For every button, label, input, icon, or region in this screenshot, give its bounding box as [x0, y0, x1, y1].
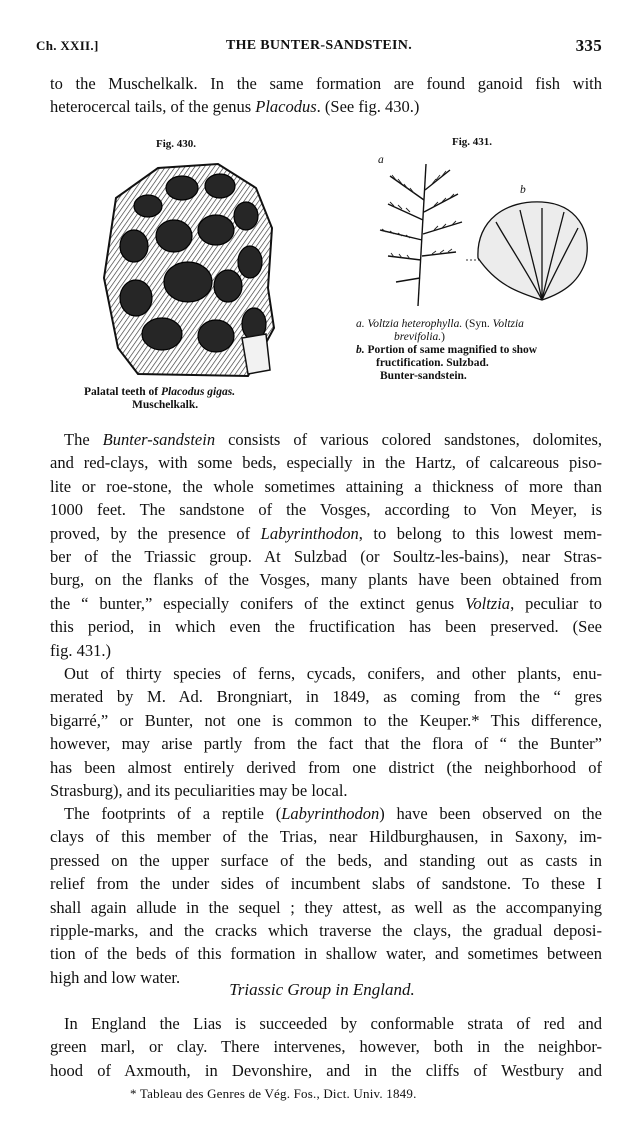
text-line: lite or roe-stone, the whole sometimes attaining a thickness of more than: [50, 476, 602, 496]
text-line: ber of the Triassic group. At Sulzbad (or Soultz-les-bains), near Stras-: [50, 547, 602, 567]
text-line: The footprints of a reptile (Labyrinthodon) have been observed on the: [64, 804, 602, 823]
text-line: merated by M. Ad. Brongniart, in 1849, as coming from the “ gres: [50, 687, 602, 707]
text-line: The Bunter-sandstein consists of various colored sandstones, dolomites,: [64, 430, 602, 449]
text-line: this period, in which even the fructification has been preserved. (See: [50, 617, 602, 637]
paragraph-footprints: [50, 802, 602, 989]
fig431-mark-a: a: [378, 154, 384, 166]
fig431-caption: [356, 318, 606, 383]
caption-line: Palatal teeth of Placodus gigas.: [84, 386, 236, 398]
text-line: the “ bunter,” especially conifers of the extinct genus Voltzia, peculiar to: [50, 593, 602, 613]
text-line: shall again allude in the sequel ; they attest, as well as the accompanying: [50, 897, 602, 917]
text-line: bigarré,” or Bunter, not one is common to the Keuper.* This difference,: [50, 710, 602, 730]
caption-line: brevifolia.): [394, 331, 446, 343]
running-title: THE BUNTER-SANDSTEIN.: [225, 38, 412, 53]
caption-line: a. Voltzia heterophylla. (Syn. Voltzia: [356, 318, 524, 330]
caption-line: Muschelkalk.: [132, 399, 199, 411]
text-line: to the Muschelkalk. In the same formation are found ganoid fish with: [50, 74, 602, 93]
text-line: heterocercal tails, of the genus Placodus. (See fig. 430.): [50, 97, 420, 117]
page-number: 335: [575, 36, 602, 55]
paragraph-brongniart: [50, 662, 602, 802]
intro-paragraph: [50, 72, 602, 119]
text-line: has been almost entirely derived from one district (the neighborhood of: [50, 757, 602, 777]
paragraph-england: [50, 1012, 602, 1082]
paragraph-bunter-sandstein: [50, 428, 602, 662]
genus-name: Placodus: [255, 97, 317, 117]
text-line: In England the Lias is succeeded by conformable strata of red and: [64, 1014, 602, 1033]
caption-line: b. Portion of same magnified to show: [356, 344, 538, 356]
caption-line: Bunter-sandstein.: [380, 370, 467, 382]
text-line: tion of the beds of this formation in shallow water, and sometimes between: [50, 944, 602, 964]
text-line: high and low water.: [50, 967, 181, 987]
text-line: fig. 431.): [50, 640, 111, 660]
fig430-label: Fig. 430.: [156, 138, 197, 150]
text-line: 1000 feet. The sandstone of the Vosges, according to Von Meyer, is: [50, 500, 602, 520]
text-line: and red-clays, with some beds, especially in the Hartz, of calcareous piso-: [50, 453, 602, 473]
section-heading: Triassic Group in England.: [229, 980, 415, 999]
running-header: [36, 36, 602, 58]
text-line: Strasburg), and its peculiarities may be local.: [50, 781, 348, 801]
fig430-palatal-teeth-illustration: [98, 158, 280, 380]
fig431-mark-b: b: [520, 184, 526, 196]
fig430-caption: [84, 386, 284, 412]
text-line: relief from the under sides of incumbent slabs of sandstone. To these I: [50, 874, 602, 894]
text-line: clays of this member of the Trias, near Hildburghausen, in Saxony, im-: [50, 827, 602, 847]
footnote: * Tableau des Genres de Vég. Fos., Dict. Univ. 1849.: [130, 1086, 417, 1101]
fig431-voltzia-illustration: [366, 160, 596, 308]
text-line: green marl, or clay. There intervenes, however, both in the neighbor-: [50, 1037, 602, 1057]
text-line: Out of thirty species of ferns, cycads, conifers, and other plants, enu-: [64, 664, 602, 683]
text-line: ripple-marks, and the cracks which traverse the clays, the gradual deposi-: [50, 921, 602, 941]
chapter-ref: Ch. XXII.]: [36, 38, 99, 53]
fig431-label: Fig. 431.: [452, 136, 493, 148]
text-line: however, may arise partly from the fact that the flora of “ the Bunter”: [50, 734, 602, 754]
text-line: proved, by the presence of Labyrinthodon, to belong to this lowest mem-: [50, 523, 602, 543]
text-line: burg, on the flanks of the Vosges, many plants have been obtained from: [50, 570, 602, 590]
text-line: hood of Axmouth, in Devonshire, and in the cliffs of Westbury and: [50, 1060, 602, 1080]
caption-line: fructification. Sulzbad.: [376, 357, 489, 369]
text-line: pressed on the upper surface of the beds, and standing out as casts in: [50, 850, 602, 870]
